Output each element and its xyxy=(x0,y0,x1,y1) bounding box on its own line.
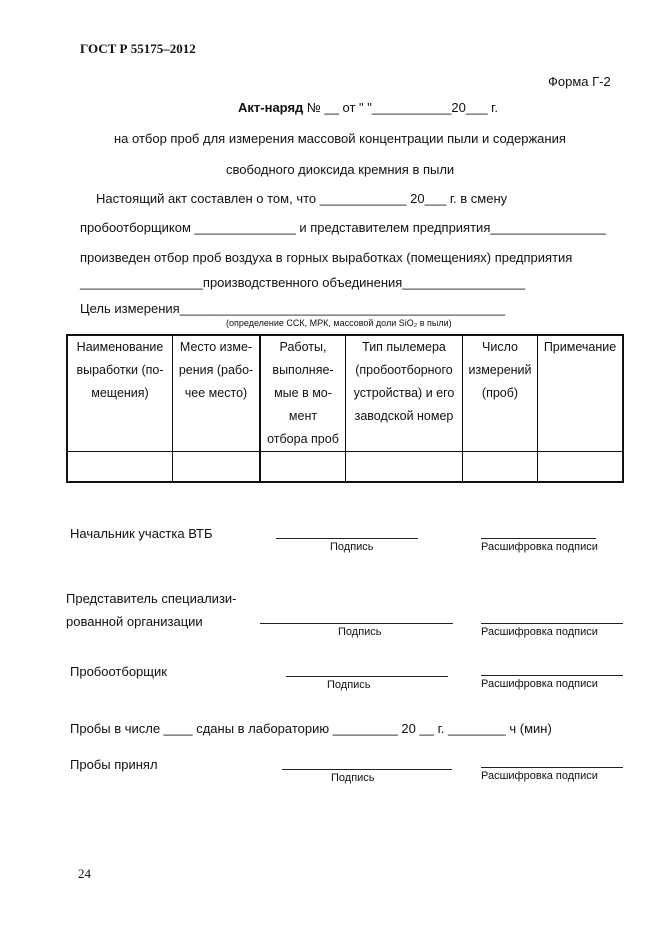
signature-line[interactable] xyxy=(276,538,418,539)
decode-line[interactable] xyxy=(481,767,623,768)
signature-caption: Подпись xyxy=(331,772,375,784)
table-cell[interactable] xyxy=(260,452,346,483)
title-line-3: свободного диоксида кремния в пыли xyxy=(226,162,455,177)
header-cell: Работы, выполняе- мые в мо- мент отбора проб xyxy=(260,335,346,452)
header-cell: Примечание xyxy=(538,335,624,452)
decode-line[interactable] xyxy=(481,538,596,539)
table-cell[interactable] xyxy=(346,452,463,483)
table-row xyxy=(67,452,623,483)
header-cell: Место изме- рения (рабо- чее место) xyxy=(173,335,261,452)
decode-caption: Расшифровка подписи xyxy=(481,770,598,782)
standard-code: ГОСТ Р 55175–2012 xyxy=(80,41,196,56)
decode-line[interactable] xyxy=(481,623,623,624)
body-paragraph-3: произведен отбор проб воздуха в горных выработках (помещениях) предприятия xyxy=(80,250,573,265)
header-cell: Число измерений (проб) xyxy=(463,335,538,452)
signature-line[interactable] xyxy=(282,769,452,770)
table-cell[interactable] xyxy=(173,452,261,483)
representative-label-1: Представитель специализи- xyxy=(66,591,237,606)
sampler-label: Пробоотборщик xyxy=(70,664,167,679)
table-header-row xyxy=(67,335,623,452)
decode-caption: Расшифровка подписи xyxy=(481,626,598,638)
body-paragraph-1: Настоящий акт составлен о том, что ____________ 20___ г. в смену xyxy=(96,191,508,206)
signature-caption: Подпись xyxy=(338,626,382,638)
act-label: Акт-наряд xyxy=(238,100,304,115)
measurement-purpose: Цель измерения_____________________________________________ xyxy=(80,301,506,316)
representative-label-2: рованной организации xyxy=(66,614,203,629)
page-number: 24 xyxy=(78,866,91,881)
signature-caption: Подпись xyxy=(327,679,371,691)
header-cell: Наименование выработки (по- мещения) xyxy=(67,335,173,452)
decode-caption: Расшифровка подписи xyxy=(481,678,598,690)
accepted-by-label: Пробы принял xyxy=(70,757,158,772)
act-number-date: № __ от " "___________20___ г. xyxy=(306,100,498,115)
header-cell: Тип пылемера (пробоотборного устройства) и его заводской номер xyxy=(346,335,463,452)
title-line-2: на отбор проб для измерения массовой концентрации пыли и содержания xyxy=(114,131,566,146)
measurement-purpose-hint: (определение ССК, МРК, массовой доли SiO₂ в пыли) xyxy=(226,318,452,328)
chief-label: Начальник участка ВТБ xyxy=(70,526,213,541)
samples-delivery-line: Пробы в числе ____ сданы в лабораторию _________ 20 __ г. ________ ч (мин) xyxy=(70,721,552,736)
signature-line[interactable] xyxy=(286,676,448,677)
decode-line[interactable] xyxy=(481,675,623,676)
signature-line[interactable] xyxy=(260,623,453,624)
measurement-table xyxy=(66,334,624,483)
table-cell[interactable] xyxy=(538,452,624,483)
act-title xyxy=(238,100,498,115)
signature-caption: Подпись xyxy=(330,541,374,553)
body-paragraph-2: пробоотборщиком ______________ и представителем предприятия________________ xyxy=(80,220,607,235)
decode-caption: Расшифровка подписи xyxy=(481,541,598,553)
form-number: Форма Г-2 xyxy=(548,74,611,89)
table-cell[interactable] xyxy=(463,452,538,483)
body-paragraph-4: _________________производственного объединения_________________ xyxy=(80,275,526,290)
table-cell[interactable] xyxy=(67,452,173,483)
